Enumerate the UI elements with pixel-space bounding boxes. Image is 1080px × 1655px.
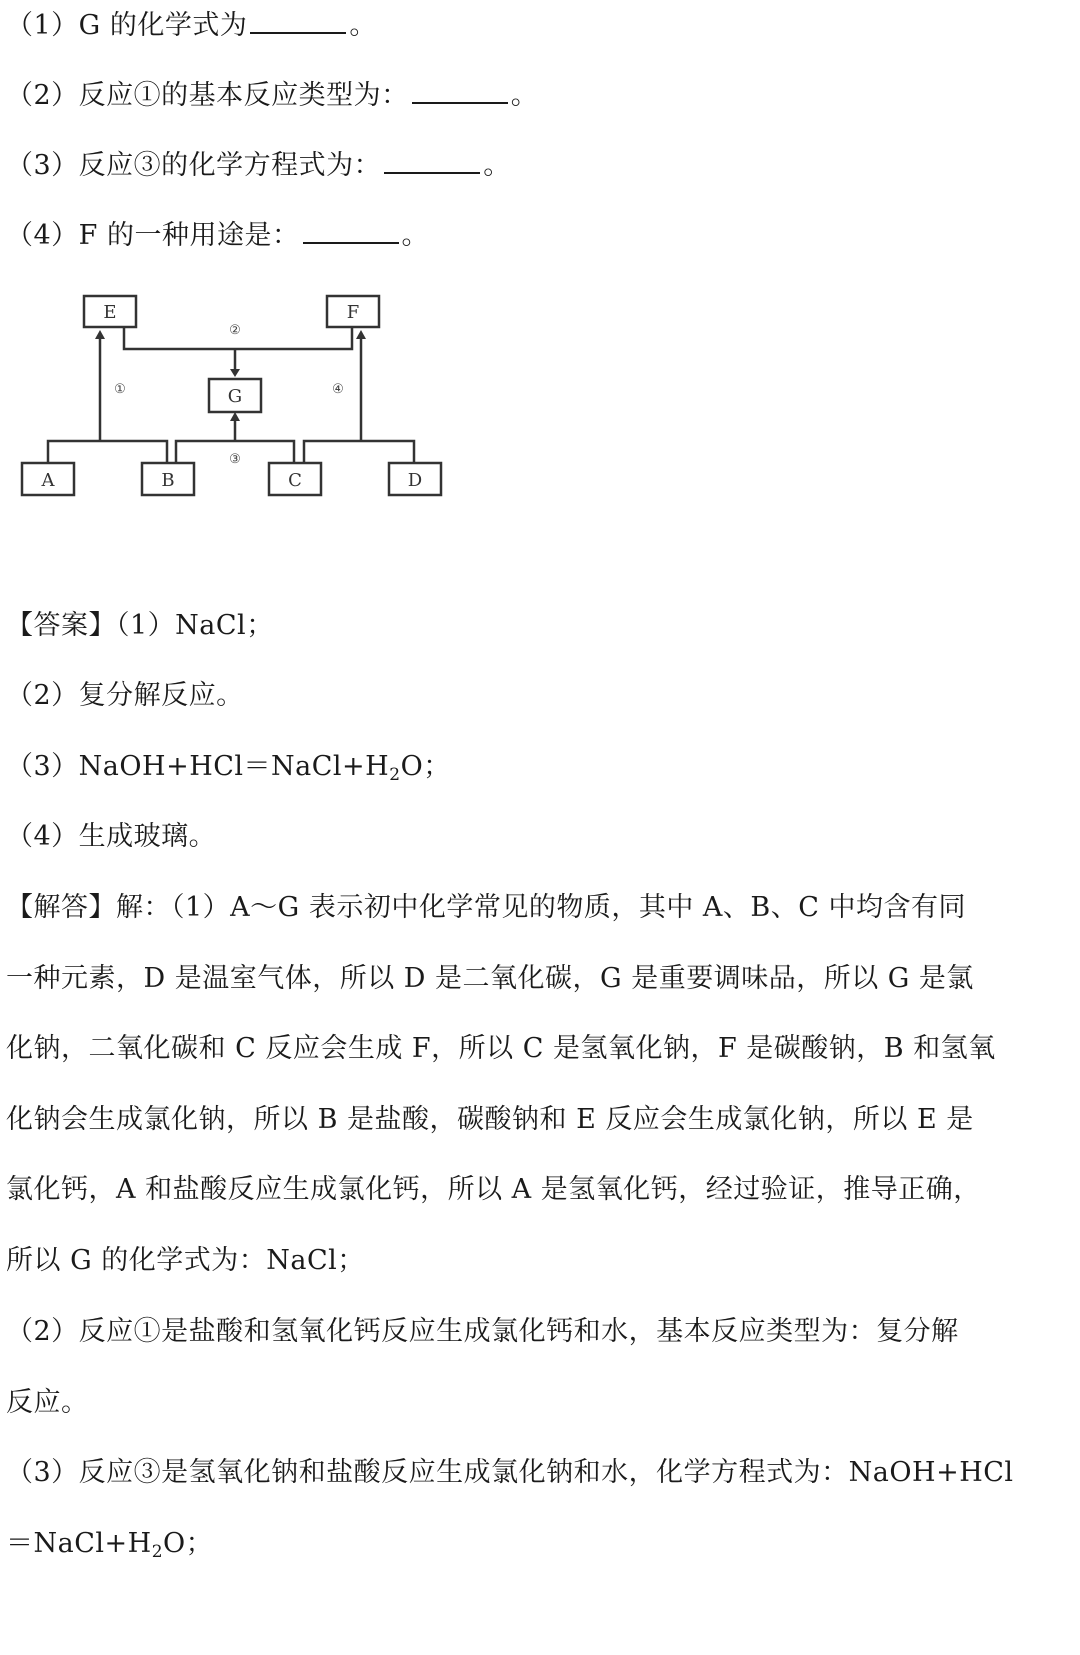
- question-4: [6, 216, 429, 256]
- solution-line-3: 化钠，二氧化碳和 C 反应会生成 F，所以 C 是氢氧化钠，F 是碳酸钠，B 和氢氧: [6, 1033, 996, 1064]
- question-3: [6, 146, 511, 186]
- answer-blank: [250, 6, 346, 34]
- answer-blank: [412, 76, 508, 104]
- question-2-end: 。: [510, 80, 539, 111]
- answer-3: [6, 747, 451, 795]
- question-4-end: 。: [401, 220, 429, 251]
- solution-line-6: 所以 G 的化学式为：NaCl；: [6, 1245, 365, 1276]
- connector-a-b: [48, 441, 167, 463]
- node-a-label: A: [41, 470, 55, 491]
- question-2-text: （2）反应①的基本反应类型为：: [6, 80, 409, 111]
- answer-blank: [384, 146, 480, 174]
- question-4-text: （4）F 的一种用途是：: [6, 220, 300, 251]
- solution-line-9: （3）反应③是氢氧化钠和盐酸反应生成氯化钠和水，化学方程式为：NaOH+HCl: [6, 1457, 1014, 1488]
- solution-line-10-end: O；: [163, 1528, 214, 1559]
- reaction-2-label: ②: [229, 323, 241, 338]
- question-3-text: （3）反应③的化学方程式为：: [6, 150, 382, 181]
- node-b-label: B: [161, 470, 175, 491]
- reaction-3-label: ③: [229, 452, 241, 467]
- node-f-label: F: [346, 302, 360, 323]
- node-d-label: D: [407, 470, 423, 491]
- answer-1: 【答案】（1）NaCl；: [6, 610, 274, 641]
- answer-3-text: （3）NaOH+HCl＝NaCl+H: [6, 751, 390, 782]
- answer-4: （4）生成玻璃。: [6, 821, 217, 852]
- solution-line-10-text: ＝NaCl+H: [6, 1528, 152, 1559]
- node-e-label: E: [103, 302, 117, 323]
- solution-line-4: 化钠会生成氯化钠，所以 B 是盐酸，碳酸钠和 E 反应会生成氯化钠，所以 E 是: [6, 1104, 974, 1135]
- answer-3-end: O；: [400, 751, 451, 782]
- arrow-to-f: [356, 330, 366, 339]
- question-1-text: （1）G 的化学式为: [6, 10, 248, 41]
- solution-line-2: 一种元素，D 是温室气体，所以 D 是二氧化碳，G 是重要调味品，所以 G 是氯: [6, 963, 974, 994]
- question-2: [6, 76, 538, 116]
- answer-blank: [303, 216, 399, 244]
- reaction-diagram: [0, 285, 470, 515]
- answer-3-subscript: 2: [389, 765, 401, 785]
- solution-line-1: 【解答】解：（1）A～G 表示初中化学常见的物质，其中 A、B、C 中均含有同: [6, 892, 966, 923]
- solution-line-7: （2）反应①是盐酸和氢氧化钙反应生成氯化钙和水，基本反应类型为：复分解: [6, 1316, 959, 1347]
- node-c-label: C: [288, 470, 302, 491]
- question-1-end: 。: [349, 10, 377, 41]
- reaction-1-label: ①: [114, 382, 126, 397]
- solution-line-5: 氯化钙，A 和盐酸反应生成氯化钙，所以 A 是氢氧化钙，经过验证，推导正确，: [6, 1174, 981, 1205]
- solution-line-10-subscript: 2: [151, 1542, 164, 1562]
- question-1: [6, 6, 377, 46]
- connector-c-d: [304, 441, 414, 463]
- solution-line-8: 反应。: [6, 1387, 89, 1418]
- answer-2: （2）复分解反应。: [6, 680, 244, 711]
- arrow-to-e: [95, 330, 105, 339]
- question-3-end: 。: [483, 150, 511, 181]
- arrow-to-g-bottom: [230, 412, 240, 421]
- reaction-4-label: ④: [332, 382, 344, 397]
- solution-line-10: [6, 1524, 213, 1572]
- arrow-to-g-top: [230, 369, 240, 377]
- node-g-label: G: [227, 386, 243, 407]
